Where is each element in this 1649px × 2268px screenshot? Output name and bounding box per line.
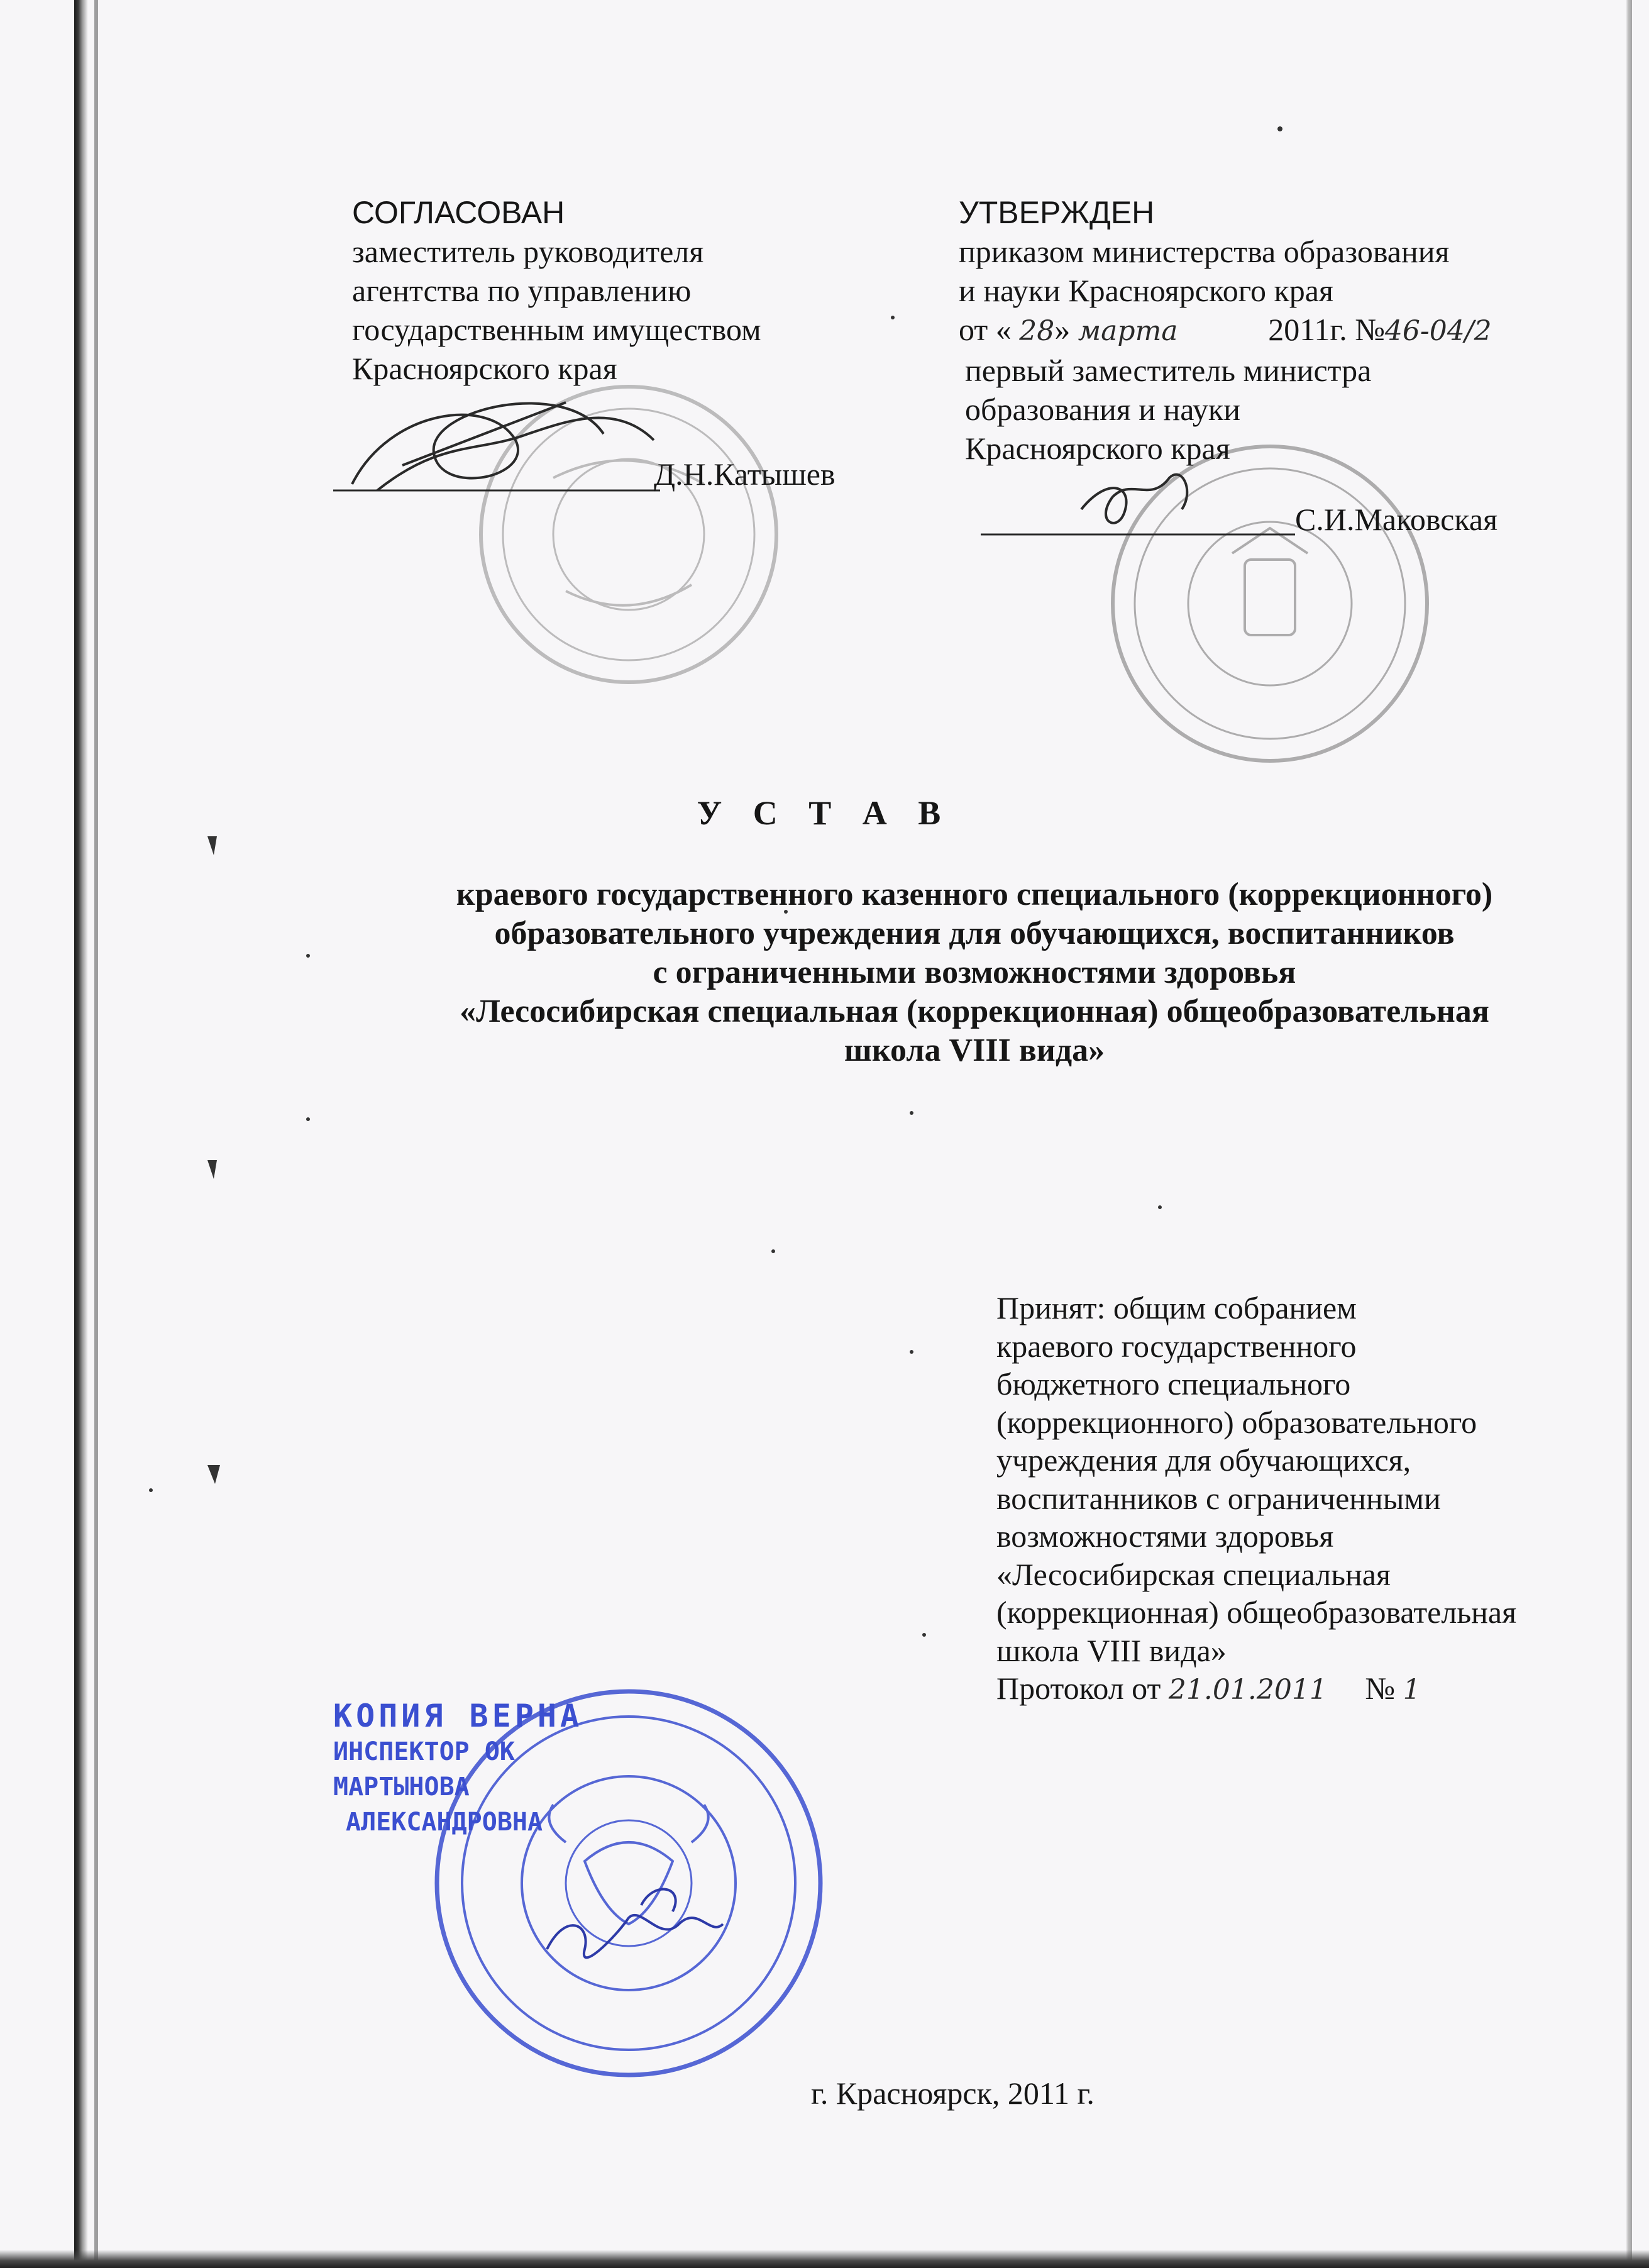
- copy-certified-stamp: [333, 1698, 583, 1840]
- document-subtitle: [352, 875, 1597, 1070]
- copy-stamp-line2: ИНСПЕКТОР ОК: [333, 1737, 515, 1766]
- document-title: У С Т А В: [697, 794, 952, 832]
- date-prefix: от «: [959, 312, 1012, 347]
- approval-right-line1: приказом министерства образования: [959, 234, 1450, 269]
- subtitle-line: краевого государственного казенного специального (коррекционного): [456, 877, 1493, 912]
- subtitle-line: образовательного учреждения для обучающихся, воспитанников: [494, 915, 1455, 951]
- approval-left-signer: Д.Н.Катышев: [654, 456, 836, 492]
- accepted-line: краевого государственного: [996, 1328, 1357, 1364]
- copy-stamp-line1: КОПИЯ ВЕРНА: [333, 1698, 583, 1734]
- accepted-line: бюджетного специального: [996, 1366, 1351, 1402]
- approval-right-line6: Красноярского края: [965, 431, 1230, 466]
- approval-left-line3: государственным имуществом: [352, 312, 761, 347]
- subtitle-line: школа VIII вида»: [844, 1032, 1105, 1068]
- approval-left-line1: заместитель руководителя: [352, 234, 704, 269]
- signature-inspector: [547, 1889, 723, 1958]
- approval-right-signer: С.И.Маковская: [1295, 502, 1498, 537]
- approval-right-line2: и науки Красноярского края: [959, 273, 1333, 308]
- city-year: г. Красноярск, 2011 г.: [811, 2076, 1095, 2111]
- accepted-line: (коррекционного) образовательного: [996, 1404, 1477, 1440]
- subtitle-line: с ограниченными возможностями здоровья: [653, 954, 1296, 990]
- accepted-line: возможностями здоровья: [996, 1518, 1334, 1554]
- date-day: 28: [1019, 315, 1055, 347]
- date-year: 2011г. №: [1268, 312, 1385, 347]
- approval-right-line5: образования и науки: [965, 392, 1240, 427]
- approval-right-date-line: [959, 310, 1492, 351]
- approval-right-heading: УТВЕРЖДЕН: [959, 195, 1155, 230]
- approval-left-heading: СОГЛАСОВАН: [352, 195, 565, 230]
- approval-right-line4: первый заместитель министра: [965, 353, 1372, 388]
- accepted-line: школа VIII вида»: [996, 1632, 1227, 1668]
- approval-left: [352, 193, 761, 388]
- subtitle-line: «Лесосибирская специальная (коррекционная) общеобразовательная: [460, 993, 1489, 1029]
- approval-right: [959, 193, 1492, 468]
- agency-seal: [481, 387, 776, 682]
- approval-left-line4: Красноярского края: [352, 351, 617, 386]
- protocol-no-label: №: [1365, 1671, 1396, 1706]
- date-month: марта: [1078, 315, 1178, 347]
- copy-stamp-line3: МАРТЫНОВА: [333, 1773, 470, 1801]
- copy-stamp-line4: АЛЕКСАНДРОВНА: [346, 1808, 543, 1837]
- ministry-seal: [1113, 446, 1427, 761]
- protocol-date: 21.01.2011: [1168, 1674, 1327, 1706]
- accepted-block: [996, 1289, 1516, 1710]
- approval-left-line2: агентства по управлению: [352, 273, 692, 308]
- order-number: 46-04/2: [1384, 315, 1492, 347]
- date-mid: »: [1054, 312, 1071, 347]
- protocol-prefix: Протокол от: [996, 1671, 1161, 1706]
- protocol-no: 1: [1403, 1674, 1421, 1706]
- accepted-line: (коррекционная) общеобразовательная: [996, 1595, 1517, 1630]
- accepted-line: «Лесосибирская специальная: [996, 1556, 1391, 1592]
- accepted-line: учреждения для обучающихся,: [996, 1442, 1411, 1478]
- protocol-line: [996, 1669, 1516, 1710]
- accepted-line: воспитанников с ограниченными: [996, 1480, 1441, 1516]
- accepted-line: Принят: общим собранием: [996, 1290, 1357, 1325]
- signature-katyshev: [333, 402, 660, 490]
